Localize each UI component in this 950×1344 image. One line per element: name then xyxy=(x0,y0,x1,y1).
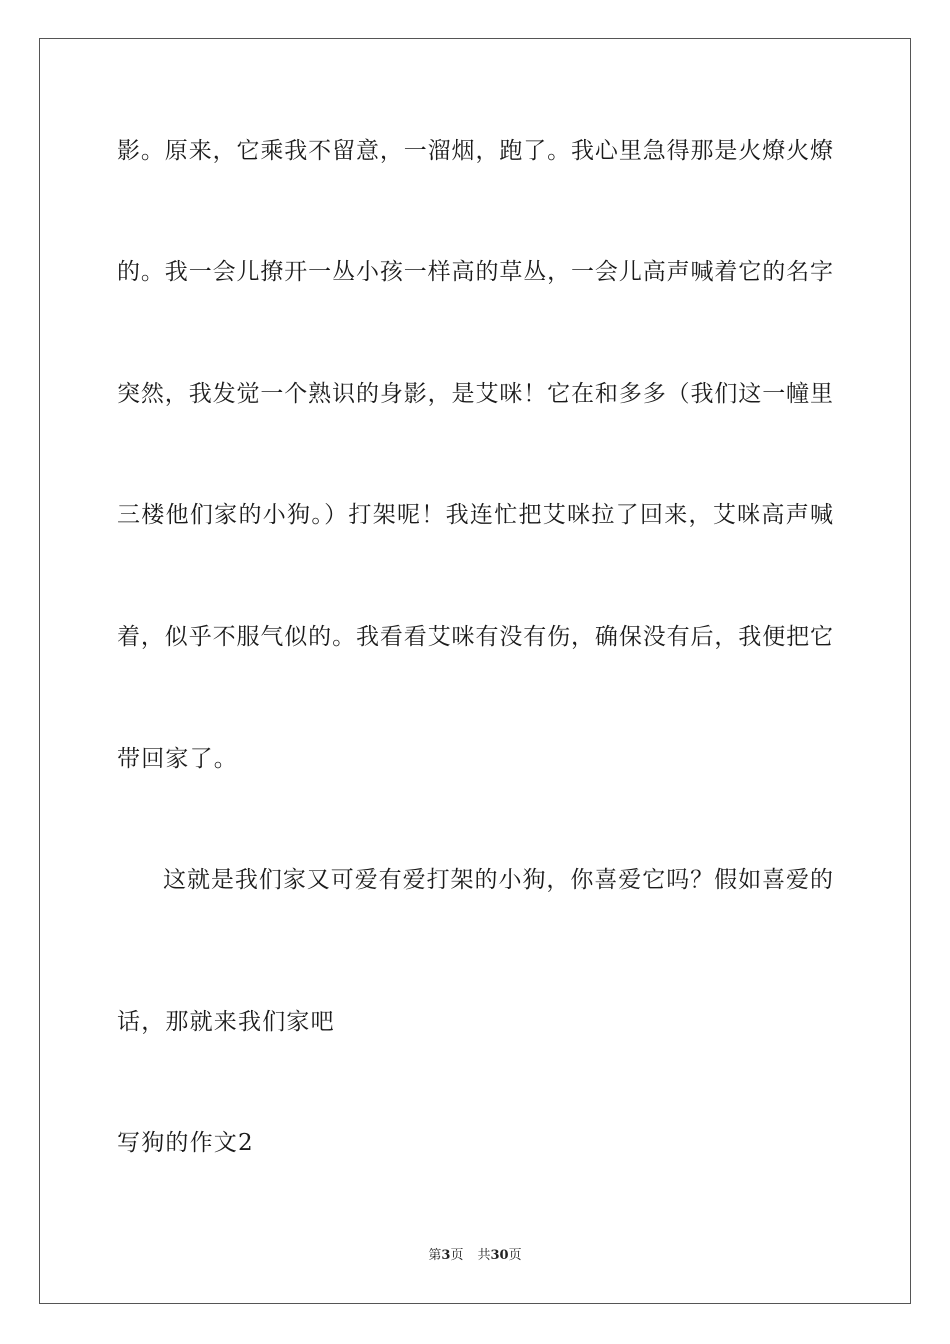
body-line-5: 着，似乎不服气似的。我看看艾咪有没有伤，确保没有后，我便把它 xyxy=(117,624,833,650)
total-prefix: 共 xyxy=(477,1248,491,1263)
total-suffix: 页 xyxy=(508,1248,522,1263)
section-heading: 写狗的作文2 xyxy=(117,1130,254,1156)
page-prefix: 第 xyxy=(428,1248,442,1263)
body-line-6: 带回家了。 xyxy=(117,746,238,772)
page-footer xyxy=(0,1247,950,1265)
page-border xyxy=(39,38,911,1304)
body-line-8: 话，那就来我们家吧 xyxy=(117,1009,335,1035)
page-suffix: 页 xyxy=(450,1248,464,1263)
body-line-3: 突然，我发觉一个熟识的身影，是艾咪！它在和多多（我们这一幢里 xyxy=(117,381,833,407)
body-line-4: 三楼他们家的小狗。）打架呢！我连忙把艾咪拉了回来，艾咪高声喊 xyxy=(117,502,833,528)
body-line-7: 这就是我们家又可爱有爱打架的小狗，你喜爱它吗？假如喜爱的 xyxy=(163,867,833,893)
body-line-2: 的。我一会儿撩开一丛小孩一样高的草丛，一会儿高声喊着它的名字 xyxy=(117,259,833,285)
page-total: 30 xyxy=(490,1248,509,1263)
page-current: 3 xyxy=(441,1248,451,1263)
body-line-1: 影。原来，它乘我不留意，一溜烟，跑了。我心里急得那是火燎火燎 xyxy=(117,138,833,164)
